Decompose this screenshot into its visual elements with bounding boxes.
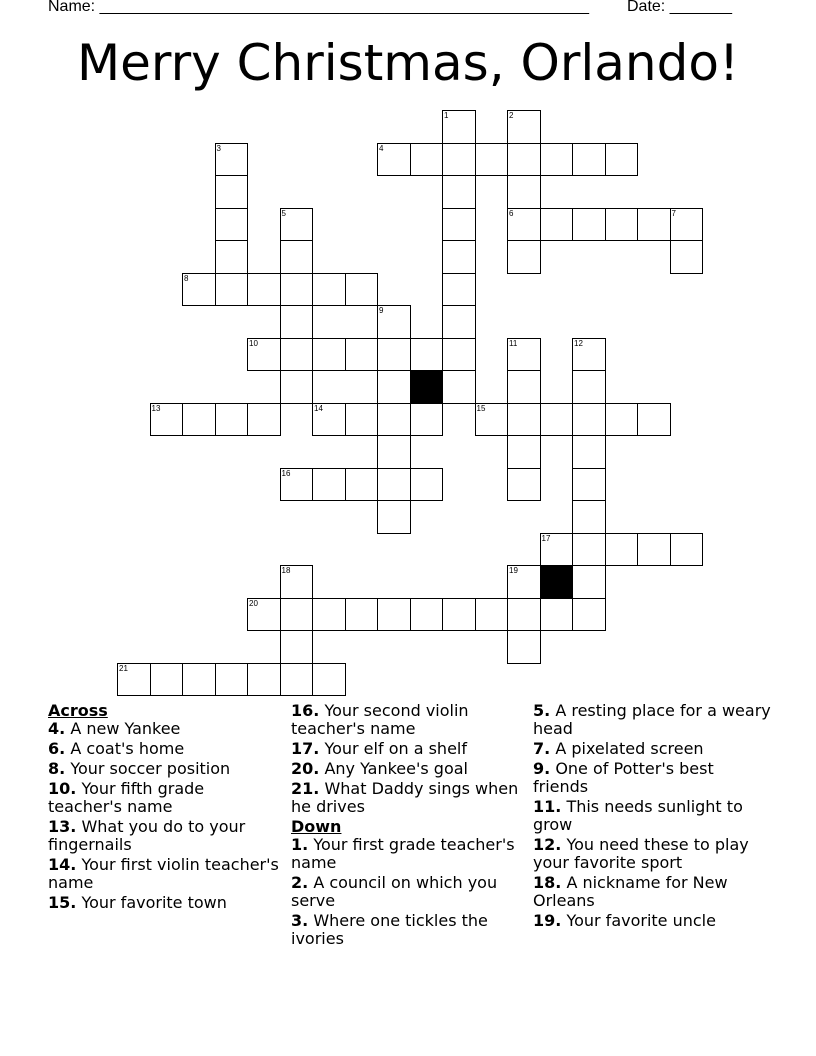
clue-number: 2. — [291, 873, 309, 892]
clue-text: Your first grade teacher's name — [291, 835, 515, 872]
grid-cell[interactable] — [507, 240, 541, 274]
down-clue — [533, 740, 773, 758]
grid-cell[interactable] — [247, 598, 281, 632]
grid-cell[interactable] — [442, 305, 476, 339]
grid-cell[interactable] — [280, 663, 314, 697]
across-clue — [291, 702, 526, 738]
across-clue — [48, 780, 283, 816]
grid-cell[interactable] — [670, 208, 704, 242]
clue-number: 3. — [291, 911, 309, 930]
clue-number-label: 8 — [184, 273, 189, 283]
grid-cell[interactable] — [670, 240, 704, 274]
grid-cell[interactable] — [442, 110, 476, 144]
grid-cell[interactable] — [572, 338, 606, 372]
grid-cell[interactable] — [572, 500, 606, 534]
grid-cell[interactable] — [280, 598, 314, 632]
clue-text: Your favorite uncle — [566, 911, 716, 930]
grid-cell[interactable] — [247, 663, 281, 697]
clue-number: 12. — [533, 835, 562, 854]
clue-number: 7. — [533, 739, 551, 758]
across-clue — [48, 720, 283, 738]
down-clue — [291, 836, 526, 872]
clue-number: 8. — [48, 759, 66, 778]
grid-cell[interactable] — [572, 598, 606, 632]
grid-cell[interactable] — [572, 435, 606, 469]
clue-number: 1. — [291, 835, 309, 854]
grid-cell[interactable] — [572, 370, 606, 404]
grid-cell[interactable] — [280, 305, 314, 339]
down-clue — [533, 798, 773, 834]
down-clue — [533, 702, 773, 738]
grid-cell[interactable] — [117, 663, 151, 697]
clue-text: You need these to play your favorite sport — [533, 835, 749, 872]
grid-cell[interactable] — [507, 468, 541, 502]
clue-text: A resting place for a weary head — [533, 701, 771, 738]
grid-cell[interactable] — [507, 435, 541, 469]
clue-column-2 — [291, 702, 526, 950]
grid-cell[interactable] — [605, 403, 639, 437]
grid-cell[interactable] — [312, 338, 346, 372]
grid-cell[interactable] — [182, 663, 216, 697]
clue-column-3 — [533, 702, 773, 932]
grid-cell[interactable] — [442, 598, 476, 632]
grid-cell[interactable] — [475, 598, 509, 632]
clue-column-1 — [48, 702, 283, 914]
grid-cell[interactable] — [605, 208, 639, 242]
clue-number-label: 16 — [281, 468, 291, 478]
down-clue — [533, 836, 773, 872]
grid-cell[interactable] — [377, 305, 411, 339]
grid-cell[interactable] — [670, 533, 704, 567]
clue-text: Your soccer position — [70, 759, 231, 778]
clue-number-label: 15 — [476, 403, 486, 413]
clue-number: 20. — [291, 759, 320, 778]
clue-number: 15. — [48, 893, 77, 912]
grid-cell[interactable] — [410, 143, 444, 177]
grid-cell[interactable] — [507, 598, 541, 632]
clue-number-label: 3 — [216, 143, 221, 153]
grid-cell[interactable] — [572, 533, 606, 567]
across-heading: Across — [48, 701, 108, 720]
grid-cell[interactable] — [442, 338, 476, 372]
grid-cell[interactable] — [637, 533, 671, 567]
clue-number: 21. — [291, 779, 320, 798]
clue-text: A council on which you serve — [291, 873, 498, 910]
grid-cell[interactable] — [280, 630, 314, 664]
grid-cell[interactable] — [312, 468, 346, 502]
grid-cell[interactable] — [377, 435, 411, 469]
grid-cell[interactable] — [312, 663, 346, 697]
grid-cell[interactable] — [572, 208, 606, 242]
grid-cell[interactable] — [605, 143, 639, 177]
grid-cell[interactable] — [540, 403, 574, 437]
grid-cell[interactable] — [345, 468, 379, 502]
clue-text: Your fifth grade teacher's name — [48, 779, 205, 816]
grid-cell[interactable] — [247, 338, 281, 372]
grid-cell[interactable] — [572, 565, 606, 599]
grid-cell[interactable] — [215, 175, 249, 209]
grid-cell[interactable] — [345, 403, 379, 437]
grid-cell[interactable] — [572, 468, 606, 502]
clue-number-label: 21 — [119, 663, 128, 673]
grid-cell[interactable] — [247, 273, 281, 307]
clue-text: A new Yankee — [70, 719, 181, 738]
grid-cell[interactable] — [377, 403, 411, 437]
grid-cell[interactable] — [572, 403, 606, 437]
grid-cell[interactable] — [540, 533, 574, 567]
down-clue — [533, 874, 773, 910]
grid-cell[interactable] — [312, 273, 346, 307]
grid-cell[interactable] — [442, 175, 476, 209]
grid-cell[interactable] — [507, 175, 541, 209]
clue-number: 18. — [533, 873, 562, 892]
across-clue — [291, 780, 526, 816]
clue-number: 14. — [48, 855, 77, 874]
clue-number: 13. — [48, 817, 77, 836]
date-field[interactable]: Date: _______ — [627, 0, 732, 15]
grid-cell[interactable] — [182, 403, 216, 437]
across-clue — [48, 856, 283, 892]
grid-cell[interactable] — [442, 240, 476, 274]
grid-cell[interactable] — [247, 403, 281, 437]
grid-cell[interactable] — [280, 208, 314, 242]
grid-cell[interactable] — [507, 338, 541, 372]
across-clue — [48, 894, 283, 912]
across-clue — [291, 740, 526, 758]
clue-number-label: 9 — [379, 306, 384, 315]
clue-text: One of Potter's best friends — [533, 759, 714, 796]
clue-text: Where one tickles the ivories — [291, 911, 488, 948]
grid-cell[interactable] — [345, 273, 379, 307]
grid-cell[interactable] — [410, 338, 444, 372]
clue-text: Your favorite town — [81, 893, 227, 912]
down-clue — [291, 912, 526, 948]
name-field[interactable]: Name: _______________________________________________________ — [48, 0, 589, 15]
grid-cell[interactable] — [280, 240, 314, 274]
clue-number-label: 10 — [249, 338, 258, 348]
clue-number-label: 14 — [314, 403, 323, 413]
grid-cell[interactable] — [507, 143, 541, 177]
clue-number-label: 7 — [671, 208, 676, 218]
down-clue — [533, 912, 773, 930]
grid-cell[interactable] — [377, 598, 411, 632]
clue-number-label: 19 — [509, 566, 518, 575]
clue-number: 17. — [291, 739, 320, 758]
grid-cell[interactable] — [605, 533, 639, 567]
grid-cell[interactable] — [540, 598, 574, 632]
clue-number-label: 11 — [509, 338, 518, 348]
grid-cell[interactable] — [507, 110, 541, 144]
grid-cell[interactable] — [150, 403, 184, 437]
grid-cell[interactable] — [345, 598, 379, 632]
grid-cell[interactable] — [150, 663, 184, 697]
clue-text: A coat's home — [70, 739, 185, 758]
grid-cell[interactable] — [572, 143, 606, 177]
down-clue — [533, 760, 773, 796]
clue-text: Your second violin teacher's name — [291, 701, 469, 738]
grid-cell[interactable] — [215, 208, 249, 242]
puzzle-title: Merry Christmas, Orlando! — [76, 34, 739, 92]
grid-cell[interactable] — [377, 143, 411, 177]
clue-number: 16. — [291, 701, 320, 720]
grid-cell[interactable] — [182, 273, 216, 307]
clue-number-label: 5 — [281, 208, 286, 218]
clue-number-label: 6 — [509, 208, 514, 218]
clue-text: Your first violin teacher's name — [48, 855, 279, 892]
grid-cell[interactable] — [280, 468, 314, 502]
clue-text: Your elf on a shelf — [324, 739, 467, 758]
grid-cell[interactable] — [507, 565, 541, 599]
across-clue — [48, 760, 283, 778]
down-clue — [291, 874, 526, 910]
grid-cell[interactable] — [507, 208, 541, 242]
blocked-cell — [410, 370, 444, 404]
grid-cell[interactable] — [377, 338, 411, 372]
grid-cell[interactable] — [312, 598, 346, 632]
grid-cell[interactable] — [507, 403, 541, 437]
grid-cell[interactable] — [312, 403, 346, 437]
grid-cell[interactable] — [410, 468, 444, 502]
clue-number-label: 1 — [444, 111, 449, 120]
grid-cell[interactable] — [215, 663, 249, 697]
grid-cell[interactable] — [377, 468, 411, 502]
grid-cell[interactable] — [475, 403, 509, 437]
grid-cell[interactable] — [442, 370, 476, 404]
grid-cell[interactable] — [637, 208, 671, 242]
clue-text: This needs sunlight to grow — [533, 797, 743, 834]
clue-number: 19. — [533, 911, 562, 930]
grid-cell[interactable] — [540, 208, 574, 242]
across-clue — [48, 818, 283, 854]
grid-cell[interactable] — [215, 273, 249, 307]
clue-number-label: 2 — [509, 111, 514, 120]
clue-number: 5. — [533, 701, 551, 720]
grid-cell[interactable] — [215, 240, 249, 274]
grid-cell[interactable] — [540, 143, 574, 177]
clue-number-label: 4 — [379, 143, 384, 153]
grid-cell[interactable] — [280, 370, 314, 404]
grid-cell[interactable] — [280, 565, 314, 599]
clue-text: A pixelated screen — [555, 739, 704, 758]
grid-cell[interactable] — [410, 598, 444, 632]
grid-cell[interactable] — [377, 500, 411, 534]
clue-number: 10. — [48, 779, 77, 798]
grid-cell[interactable] — [475, 143, 509, 177]
clue-number: 4. — [48, 719, 66, 738]
clue-text: What Daddy sings when he drives — [291, 779, 519, 816]
grid-cell[interactable] — [442, 208, 476, 242]
clue-number-label: 12 — [574, 338, 583, 348]
grid-cell[interactable] — [377, 370, 411, 404]
grid-cell[interactable] — [345, 338, 379, 372]
blocked-cell — [540, 565, 574, 599]
clue-number-label: 17 — [541, 533, 551, 543]
clue-number: 11. — [533, 797, 562, 816]
clue-number: 9. — [533, 759, 551, 778]
grid-cell[interactable] — [215, 403, 249, 437]
across-clue — [48, 740, 283, 758]
clue-number-label: 13 — [151, 403, 161, 413]
grid-cell[interactable] — [280, 338, 314, 372]
clue-number: 6. — [48, 739, 66, 758]
grid-cell[interactable] — [215, 143, 249, 177]
grid-cell[interactable] — [442, 273, 476, 307]
clue-number-label: 20 — [249, 598, 258, 608]
grid-cell[interactable] — [442, 143, 476, 177]
clue-number-label: 18 — [281, 566, 291, 575]
grid-cell[interactable] — [507, 630, 541, 664]
clue-text: What you do to your fingernails — [48, 817, 246, 854]
grid-cell[interactable] — [507, 370, 541, 404]
down-heading: Down — [291, 817, 342, 836]
grid-cell[interactable] — [280, 273, 314, 307]
grid-cell[interactable] — [410, 403, 444, 437]
clue-text: Any Yankee's goal — [324, 759, 468, 778]
clue-text: A nickname for New Orleans — [533, 873, 728, 910]
across-clue — [291, 760, 526, 778]
grid-cell[interactable] — [637, 403, 671, 437]
